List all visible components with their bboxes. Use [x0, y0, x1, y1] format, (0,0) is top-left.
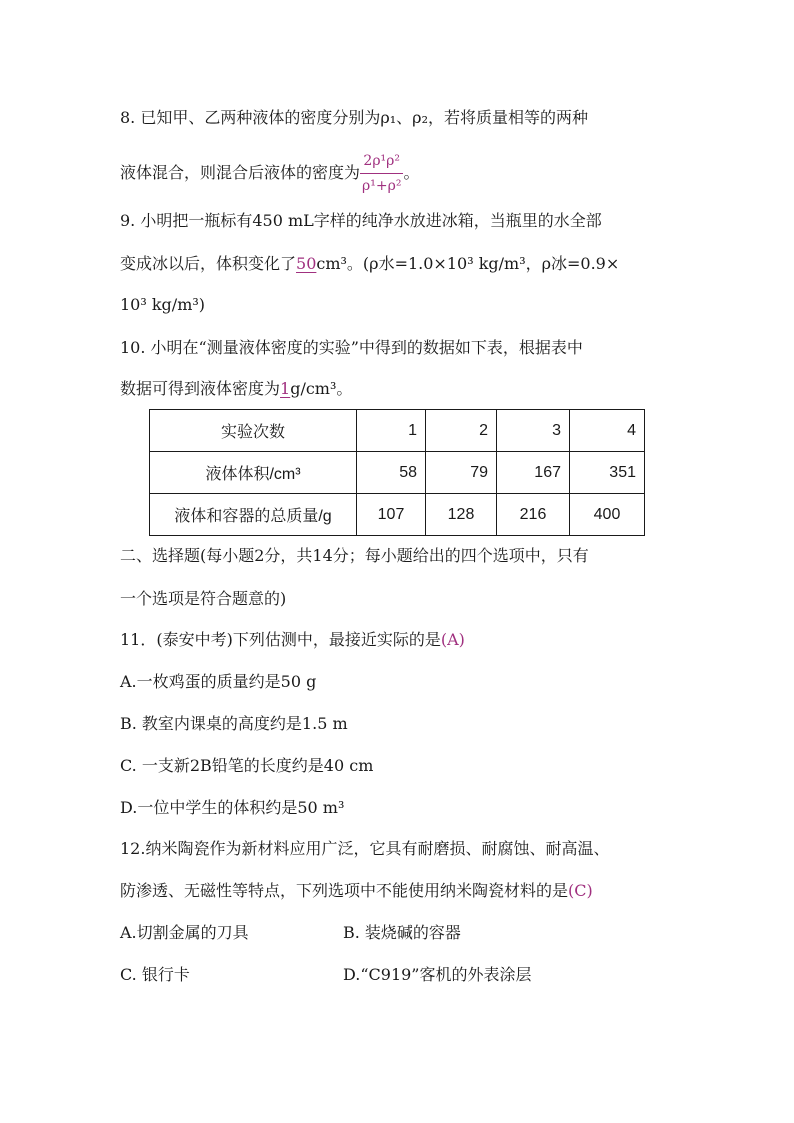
q11-option-a: A.一枚鸡蛋的质量约是50 g [120, 672, 317, 691]
q8-fraction-numerator: 2ρ¹ρ² [360, 150, 403, 174]
table-row [150, 452, 645, 494]
table-cell: 实验次数 [150, 410, 357, 452]
q10-line2-prefix: 数据可得到液体密度为 [120, 379, 281, 398]
q8-line1: 8. 已知甲、乙两种液体的密度分别为ρ₁、ρ₂，若将质量相等的两种 [120, 108, 588, 127]
q9-line1: 9. 小明把一瓶标有450 mL字样的纯净水放进冰箱，当瓶里的水全部 [120, 211, 602, 230]
q8-line2-suffix: 。 [403, 163, 420, 182]
section2-line1: 二、选择题(每小题2分，共14分；每小题给出的四个选项中，只有 [120, 546, 589, 565]
density-data-table [149, 409, 645, 536]
q10-line1: 10. 小明在“测量液体密度的实验”中得到的数据如下表，根据表中 [120, 338, 583, 357]
table-cell: 79 [426, 452, 497, 494]
q9-line2-prefix: 变成冰以后，体积变化了 [120, 254, 297, 273]
table-cell: 1 [357, 410, 426, 452]
q11-answer: (A) [440, 630, 465, 649]
table-cell: 液体体积/cm³ [150, 452, 357, 494]
q12-option-c: C. 银行卡 [120, 965, 190, 984]
q11-option-b: B. 教室内课桌的高度约是1.5 m [120, 714, 348, 733]
table-cell: 351 [570, 452, 645, 494]
q11-option-d: D.一位中学生的体积约是50 m³ [120, 798, 345, 817]
table-cell: 3 [497, 410, 570, 452]
q11-option-c: C. 一支新2B铅笔的长度约是40 cm [120, 756, 374, 775]
q9-line2-suffix: cm³。(ρ水=1.0×10³ kg/m³，ρ冰=0.9× [316, 254, 620, 273]
q8-line2-prefix: 液体混合，则混合后液体的密度为 [120, 163, 361, 182]
q12-option-b: B. 装烧碱的容器 [343, 923, 461, 942]
q10-line2 [120, 378, 352, 400]
q12-line1: 12.纳米陶瓷作为新材料应用广泛，它具有耐磨损、耐腐蚀、耐高温、 [120, 839, 610, 858]
q9-answer: 50 [296, 254, 317, 273]
q8-fraction-denominator: ρ¹+ρ² [362, 178, 402, 194]
q11-stem-text: 11．(泰安中考)下列估测中，最接近实际的是 [120, 630, 441, 649]
q8-line2 [120, 150, 419, 197]
table-cell: 128 [426, 494, 497, 536]
table-cell: 216 [497, 494, 570, 536]
q10-answer: 1 [280, 379, 291, 398]
q12-option-d: D.“C919”客机的外表涂层 [343, 965, 532, 984]
q12-option-a: A.切割金属的刀具 [120, 923, 249, 942]
table-cell: 4 [570, 410, 645, 452]
q12-answer: (C) [568, 881, 593, 900]
q12-line2-text: 防渗透、无磁性等特点，下列选项中不能使用纳米陶瓷材料的是 [120, 881, 569, 900]
table-cell: 107 [357, 494, 426, 536]
table-row [150, 494, 645, 536]
q10-line2-suffix: g/cm³。 [290, 379, 353, 398]
table-cell: 2 [426, 410, 497, 452]
q11-stem [120, 629, 465, 651]
table-header-row [150, 410, 645, 452]
q12-line2 [120, 880, 593, 902]
table-cell: 58 [357, 452, 426, 494]
section2-line2: 一个选项是符合题意的) [120, 589, 287, 608]
q9-line2 [120, 253, 619, 275]
q9-line3: 10³ kg/m³) [120, 295, 206, 314]
table-cell: 167 [497, 452, 570, 494]
table-cell: 400 [570, 494, 645, 536]
q8-answer-fraction [360, 150, 403, 197]
table-cell: 液体和容器的总质量/g [150, 494, 357, 536]
